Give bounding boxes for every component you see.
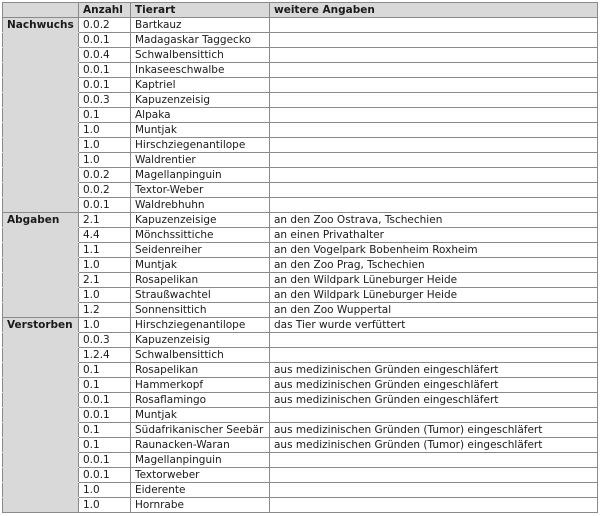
species-cell: Straußwachtel xyxy=(131,288,270,303)
table-row xyxy=(3,423,598,438)
details-cell xyxy=(270,108,598,123)
section-cell xyxy=(3,108,79,123)
section-cell xyxy=(3,468,79,483)
table-row xyxy=(3,93,598,108)
count-cell: 0.0.1 xyxy=(79,408,131,423)
section-cell xyxy=(3,273,79,288)
table-row xyxy=(3,228,598,243)
species-cell: Inkaseeschwalbe xyxy=(131,63,270,78)
section-cell xyxy=(3,138,79,153)
count-cell: 1.0 xyxy=(79,123,131,138)
species-cell: Rosapelikan xyxy=(131,363,270,378)
details-cell: an den Wildpark Lüneburger Heide xyxy=(270,288,598,303)
count-cell: 0.0.2 xyxy=(79,18,131,33)
table-row xyxy=(3,243,598,258)
table-body xyxy=(3,18,598,513)
section-cell xyxy=(3,303,79,318)
count-cell: 1.0 xyxy=(79,498,131,513)
count-cell: 0.0.1 xyxy=(79,453,131,468)
details-cell xyxy=(270,63,598,78)
section-cell xyxy=(3,168,79,183)
count-cell: 0.0.2 xyxy=(79,168,131,183)
count-cell: 1.2 xyxy=(79,303,131,318)
species-cell: Textor-Weber xyxy=(131,183,270,198)
table-row xyxy=(3,453,598,468)
details-cell xyxy=(270,138,598,153)
table-row xyxy=(3,63,598,78)
table-row xyxy=(3,408,598,423)
species-cell: Bartkauz xyxy=(131,18,270,33)
species-cell: Muntjak xyxy=(131,123,270,138)
section-cell xyxy=(3,378,79,393)
table-row xyxy=(3,123,598,138)
count-cell: 0.0.1 xyxy=(79,33,131,48)
table-row xyxy=(3,393,598,408)
section-cell xyxy=(3,198,79,213)
species-cell: Waldrentier xyxy=(131,153,270,168)
details-cell: an den Zoo Ostrava, Tschechien xyxy=(270,213,598,228)
details-cell xyxy=(270,93,598,108)
species-cell: Textorweber xyxy=(131,468,270,483)
header-category xyxy=(3,3,79,18)
species-cell: Kaptriel xyxy=(131,78,270,93)
section-cell xyxy=(3,183,79,198)
section-cell xyxy=(3,123,79,138)
table-row xyxy=(3,288,598,303)
table-row xyxy=(3,318,598,333)
details-cell xyxy=(270,153,598,168)
details-cell xyxy=(270,453,598,468)
species-cell: Sonnensittich xyxy=(131,303,270,318)
section-cell xyxy=(3,243,79,258)
details-cell: an einen Privathalter xyxy=(270,228,598,243)
section-label: Abgaben xyxy=(3,213,79,228)
table-row xyxy=(3,333,598,348)
section-cell xyxy=(3,258,79,273)
count-cell: 1.1 xyxy=(79,243,131,258)
count-cell: 1.0 xyxy=(79,258,131,273)
table-row xyxy=(3,303,598,318)
table-row xyxy=(3,108,598,123)
section-cell xyxy=(3,93,79,108)
species-cell: Rosapelikan xyxy=(131,273,270,288)
species-cell: Muntjak xyxy=(131,258,270,273)
section-cell xyxy=(3,453,79,468)
details-cell: an den Zoo Prag, Tschechien xyxy=(270,258,598,273)
count-cell: 0.0.2 xyxy=(79,183,131,198)
section-label: Nachwuchs xyxy=(3,18,79,33)
species-cell: Waldrebhuhn xyxy=(131,198,270,213)
count-cell: 0.1 xyxy=(79,423,131,438)
header-details: weitere Angaben xyxy=(270,3,598,18)
table-row xyxy=(3,78,598,93)
section-cell xyxy=(3,63,79,78)
table-row xyxy=(3,498,598,513)
count-cell: 0.0.1 xyxy=(79,78,131,93)
count-cell: 0.1 xyxy=(79,108,131,123)
details-cell: aus medizinischen Gründen eingeschläfert xyxy=(270,393,598,408)
section-cell xyxy=(3,288,79,303)
section-cell xyxy=(3,78,79,93)
section-cell xyxy=(3,363,79,378)
section-cell xyxy=(3,153,79,168)
details-cell xyxy=(270,333,598,348)
section-cell xyxy=(3,48,79,63)
details-cell xyxy=(270,498,598,513)
species-cell: Magellanpinguin xyxy=(131,453,270,468)
species-cell: Hirschziegenantilope xyxy=(131,318,270,333)
section-cell xyxy=(3,348,79,363)
count-cell: 1.0 xyxy=(79,483,131,498)
species-cell: Muntjak xyxy=(131,408,270,423)
details-cell: an den Zoo Wuppertal xyxy=(270,303,598,318)
details-cell xyxy=(270,348,598,363)
count-cell: 0.1 xyxy=(79,363,131,378)
header-row xyxy=(3,3,598,18)
species-cell: Alpaka xyxy=(131,108,270,123)
details-cell xyxy=(270,198,598,213)
table-row xyxy=(3,273,598,288)
section-cell xyxy=(3,333,79,348)
species-cell: Hornrabe xyxy=(131,498,270,513)
count-cell: 1.0 xyxy=(79,153,131,168)
animal-inventory-table xyxy=(2,2,598,513)
table-row xyxy=(3,468,598,483)
table-row xyxy=(3,138,598,153)
count-cell: 0.0.1 xyxy=(79,468,131,483)
section-cell xyxy=(3,423,79,438)
details-cell xyxy=(270,78,598,93)
count-cell: 1.0 xyxy=(79,138,131,153)
section-cell xyxy=(3,438,79,453)
table-row xyxy=(3,258,598,273)
count-cell: 0.0.1 xyxy=(79,198,131,213)
details-cell: aus medizinischen Gründen eingeschläfert xyxy=(270,363,598,378)
table-row xyxy=(3,153,598,168)
species-cell: Mönchssittiche xyxy=(131,228,270,243)
details-cell: aus medizinischen Gründen (Tumor) eingeschläfert xyxy=(270,423,598,438)
count-cell: 1.2.4 xyxy=(79,348,131,363)
section-cell xyxy=(3,33,79,48)
species-cell: Schwalbensittich xyxy=(131,48,270,63)
details-cell xyxy=(270,48,598,63)
section-cell xyxy=(3,393,79,408)
details-cell xyxy=(270,123,598,138)
count-cell: 0.0.1 xyxy=(79,393,131,408)
details-cell: an den Wildpark Lüneburger Heide xyxy=(270,273,598,288)
species-cell: Schwalbensittich xyxy=(131,348,270,363)
count-cell: 0.0.1 xyxy=(79,63,131,78)
section-label: Verstorben xyxy=(3,318,79,333)
count-cell: 0.0.3 xyxy=(79,93,131,108)
details-cell xyxy=(270,18,598,33)
count-cell: 2.1 xyxy=(79,213,131,228)
table-row xyxy=(3,183,598,198)
section-cell xyxy=(3,408,79,423)
species-cell: Hirschziegenantilope xyxy=(131,138,270,153)
count-cell: 1.0 xyxy=(79,288,131,303)
details-cell: aus medizinischen Gründen eingeschläfert xyxy=(270,378,598,393)
species-cell: Madagaskar Taggecko xyxy=(131,33,270,48)
count-cell: 4.4 xyxy=(79,228,131,243)
species-cell: Magellanpinguin xyxy=(131,168,270,183)
species-cell: Kapuzenzeisig xyxy=(131,333,270,348)
details-cell xyxy=(270,33,598,48)
table-row xyxy=(3,438,598,453)
count-cell: 0.1 xyxy=(79,378,131,393)
species-cell: Kapuzenzeisig xyxy=(131,93,270,108)
details-cell: das Tier wurde verfüttert xyxy=(270,318,598,333)
details-cell xyxy=(270,183,598,198)
details-cell: an den Vogelpark Bobenheim Roxheim xyxy=(270,243,598,258)
details-cell xyxy=(270,468,598,483)
header-species: Tierart xyxy=(131,3,270,18)
table-row xyxy=(3,198,598,213)
species-cell: Kapuzenzeisige xyxy=(131,213,270,228)
count-cell: 2.1 xyxy=(79,273,131,288)
table-row xyxy=(3,48,598,63)
section-cell xyxy=(3,228,79,243)
table-row xyxy=(3,483,598,498)
species-cell: Raunacken-Waran xyxy=(131,438,270,453)
table-row xyxy=(3,168,598,183)
table-row xyxy=(3,213,598,228)
count-cell: 0.0.3 xyxy=(79,333,131,348)
table-row xyxy=(3,363,598,378)
table-row xyxy=(3,348,598,363)
details-cell xyxy=(270,408,598,423)
table-row xyxy=(3,33,598,48)
table-row xyxy=(3,378,598,393)
species-cell: Seidenreiher xyxy=(131,243,270,258)
species-cell: Eiderente xyxy=(131,483,270,498)
count-cell: 0.1 xyxy=(79,438,131,453)
species-cell: Hammerkopf xyxy=(131,378,270,393)
details-cell: aus medizinischen Gründen (Tumor) eingeschläfert xyxy=(270,438,598,453)
species-cell: Südafrikanischer Seebär xyxy=(131,423,270,438)
section-cell xyxy=(3,483,79,498)
count-cell: 1.0 xyxy=(79,318,131,333)
header-count: Anzahl xyxy=(79,3,131,18)
details-cell xyxy=(270,483,598,498)
section-cell xyxy=(3,498,79,513)
count-cell: 0.0.4 xyxy=(79,48,131,63)
details-cell xyxy=(270,168,598,183)
species-cell: Rosaflamingo xyxy=(131,393,270,408)
table-row xyxy=(3,18,598,33)
